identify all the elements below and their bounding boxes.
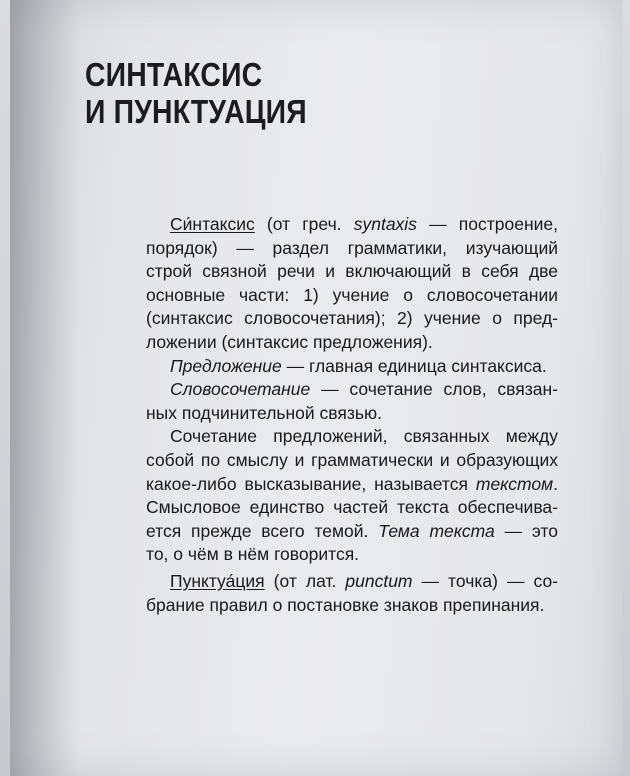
text-fragment: — сочетание слов, связан- <box>310 379 558 400</box>
text-line <box>146 473 558 497</box>
text-line <box>146 378 558 402</box>
text-fragment: какое-либо высказывание, называется <box>146 473 476 494</box>
text-fragment: — это <box>494 520 559 541</box>
paragraph-punctuation <box>146 570 558 617</box>
text-line: ложении (синтаксис предложения). <box>146 331 433 352</box>
term-syntax: Си́нтаксис <box>170 214 255 234</box>
term-text-theme: Тема текста <box>378 520 495 541</box>
paragraph-phrase <box>146 378 558 425</box>
text-line <box>146 213 558 237</box>
text-fragment: — главная единица синтаксиса. <box>281 355 547 376</box>
text-line: строй связной речи и включающий в себя две <box>146 261 558 282</box>
body-text <box>146 213 558 617</box>
paragraph-syntax <box>146 213 558 355</box>
text-line <box>146 520 558 544</box>
term-text: текстом <box>475 473 554 494</box>
text-fragment: (от греч. <box>254 214 354 234</box>
text-line: брание правил о постановке знаков препинания. <box>146 594 545 615</box>
text-line: порядок) — раздел грамматики, изучающий <box>146 237 558 258</box>
text-line <box>146 570 558 594</box>
term-punctuation: Пунктуа́ция <box>170 570 265 591</box>
chapter-title-line2: И ПУНКТУАЦИЯ <box>85 93 307 130</box>
text-fragment: . <box>553 473 558 494</box>
foreign-word: syntaxis <box>353 214 417 234</box>
text-line <box>146 355 558 379</box>
paragraph-sentence <box>146 355 558 379</box>
text-line: основные части: 1) учение о словосочетании <box>146 284 558 305</box>
text-line: Смысловое единство частей текста обеспечива- <box>146 497 558 518</box>
term-phrase: Словосочетание <box>170 379 311 400</box>
text-line: (синтаксис словосочетания); 2) учение о пред- <box>146 308 558 329</box>
text-line: собой по смыслу и грамматически и образующих <box>146 449 558 470</box>
chapter-title <box>85 56 307 130</box>
spine-shadow <box>10 0 80 776</box>
text-fragment: ется прежде всего темой. <box>146 520 379 541</box>
text-line: то, о чём в нём говорится. <box>146 544 360 565</box>
text-fragment: — построение, <box>416 214 558 234</box>
paragraph-text <box>146 425 558 567</box>
term-sentence: Предложение <box>170 355 282 376</box>
foreign-word: punctum <box>345 570 413 591</box>
book-page <box>10 0 622 776</box>
text-line: ных подчинительной связью. <box>146 402 383 423</box>
text-line: Сочетание предложений, связанных между <box>170 426 558 447</box>
text-fragment: (от лат. <box>264 570 346 591</box>
text-fragment: — точка) — со- <box>412 570 558 591</box>
chapter-title-line1: СИНТАКСИС <box>85 56 263 93</box>
